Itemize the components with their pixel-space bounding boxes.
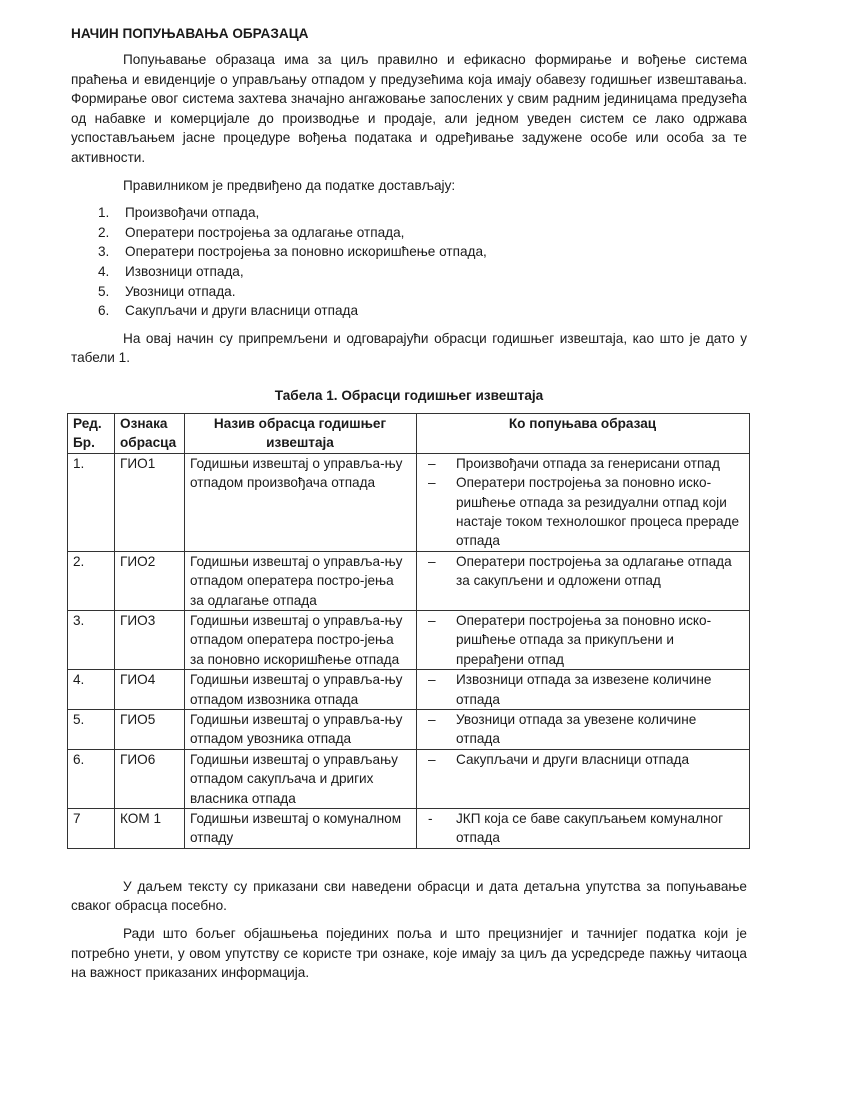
cell-row-number: 4. [68,670,115,710]
list-item [71,262,747,282]
cell-form-code: ГИО6 [115,749,185,808]
list-text: Извозници отпада, [125,263,244,279]
table-row [68,610,750,669]
who-text: ЈКП која се баве сакупљањем комуналног отпада [456,811,724,846]
list-number: 3. [98,244,110,260]
cell-who-fills [417,710,750,750]
cell-form-name: Годишњи извештај о управља-њу отпадом увозника отпада [185,710,417,750]
dash-bullet: - [428,811,433,827]
cell-form-code: ГИО5 [115,710,185,750]
closing-paragraph-1: У даљем тексту су приказани сви наведени обрасци и дата детаљна упутства за попуњавање сваког обрасца посебно. [71,878,747,914]
dash-bullet: – [428,751,436,767]
dash-bullet: – [428,553,436,569]
list-item [71,223,747,243]
header-row-number: Ред. Бр. [68,413,115,453]
cell-form-name: Годишњи извештај о управља-њу отпадом извозника отпада [185,670,417,710]
cell-form-name: Годишњи извештај о управља-њу отпадом оператера постро-јења за поновно искоришћење отпада [185,610,417,669]
rule-paragraph: Правилником је предвиђено да податке достављају: [123,177,456,193]
table-row [68,551,750,610]
forms-table [67,413,750,849]
header-form-code: Ознака обрасца [115,413,185,453]
cell-form-name: Годишњи извештај о управљању отпадом сакупљача и дригих власника отпада [185,749,417,808]
cell-row-number: 1. [68,453,115,551]
cell-form-code: КОМ 1 [115,809,185,849]
cell-form-code: ГИО1 [115,453,185,551]
cell-who-fills [417,809,750,849]
dash-bullet: – [428,712,436,727]
cell-who-fills [417,670,750,710]
header-who-fills: Ко попуњава образац [417,413,750,453]
cell-form-name: Годишњи извештај о управља-њу отпадом произвођача отпада [185,453,417,551]
who-item [422,710,743,749]
list-text: Увозници отпада. [125,283,236,299]
who-text: Произвођачи отпада за генерисани отпад [456,455,720,471]
document-page [71,24,747,991]
who-item [422,552,743,591]
cell-who-fills [417,610,750,669]
list-number: 2. [98,224,110,240]
who-text: Оператери постројења за одлагање отпада за сакупљени и одложени отпад [456,553,732,589]
list-text: Оператери постројења за поновно искоришћење отпада, [125,244,487,260]
who-item [422,611,743,669]
cell-who-fills [417,453,750,551]
who-item [422,750,743,769]
table-header-row [68,413,750,453]
who-text: Увозници отпада за увезене количине отпада [456,712,697,747]
table-row [68,710,750,750]
cell-who-fills [417,749,750,808]
dash-bullet: – [428,612,436,628]
list-item [71,203,747,223]
closing-paragraph-2: Ради што бољег објашњења појединих поља и што прецизнијег и тачнијег податка који је потребно унети, у овом упутству се користе три ознаке, које имају за циљ да усредсреде пажњу читаоца на важност приказаних информација. [71,926,747,981]
who-text: Оператери постројења за поновно иско-ришћење отпада за прикупљени и прерађени отпад [456,612,712,667]
table-row [68,749,750,808]
table-row [68,809,750,849]
list-text: Произвођачи отпада, [125,205,260,221]
who-item [422,454,743,473]
cell-row-number: 7 [68,809,115,849]
intro-paragraph: Попуњавање образаца има за циљ правилно и ефикасно формирање и вођење система праћења и евиденције о управљању отпадом у предузећима која имају обавезу годишњег извештавања. Формирање овог система захтева значајно ангажовање запослених у свим радним јединицама предузећа од набавке и комерцијале до производње и продаје, али једном уведен систем се лако одржава успостављањем јасне процедуре вођења података и одређивање задужене особе или особа за те активности. [71,52,747,165]
submitter-list [71,203,747,321]
list-item [71,242,747,262]
table-row [68,453,750,551]
dash-bullet: – [428,672,436,688]
list-text: Оператери постројења за одлагање отпада, [125,224,405,240]
cell-row-number: 6. [68,749,115,808]
who-text: Сакупљачи и други власници отпада [456,751,690,767]
cell-row-number: 2. [68,551,115,610]
list-item [71,301,747,321]
cell-row-number: 5. [68,710,115,750]
who-item [422,809,743,848]
section-heading: НАЧИН ПОПУЊАВАЊА ОБРАЗАЦА [71,26,309,41]
who-item [422,670,743,709]
who-text: Извозници отпада за извезене количине отпада [456,672,712,707]
cell-form-code: ГИО2 [115,551,185,610]
list-number: 4. [98,263,110,279]
cell-form-code: ГИО4 [115,670,185,710]
table-row [68,670,750,710]
who-item [422,473,743,551]
who-text: Оператери постројења за поновно иско-ришћење отпада за резидуални отпад који настаје током технолошког процеса прераде отпада [456,475,740,549]
cell-row-number: 3. [68,610,115,669]
forms-paragraph: На овај начин су припремљени и одговарајући обрасци годишњег извештаја, као што је дато у табели 1. [71,330,747,366]
cell-form-name: Годишњи извештај о комуналном отпаду [185,809,417,849]
dash-bullet: – [428,455,436,471]
list-number: 5. [98,283,110,299]
list-text: Сакупљачи и други власници отпада [125,303,359,319]
cell-who-fills [417,551,750,610]
list-number: 6. [98,303,110,319]
header-form-name: Назив обрасца годишњег извештаја [185,413,417,453]
cell-form-name: Годишњи извештај о управља-њу отпадом оператера постро-јења за одлагање отпада [185,551,417,610]
table-caption: Табела 1. Обрасци годишњег извештаја [274,387,544,403]
dash-bullet: – [428,475,436,491]
list-item [71,282,747,302]
list-number: 1. [98,205,110,221]
cell-form-code: ГИО3 [115,610,185,669]
